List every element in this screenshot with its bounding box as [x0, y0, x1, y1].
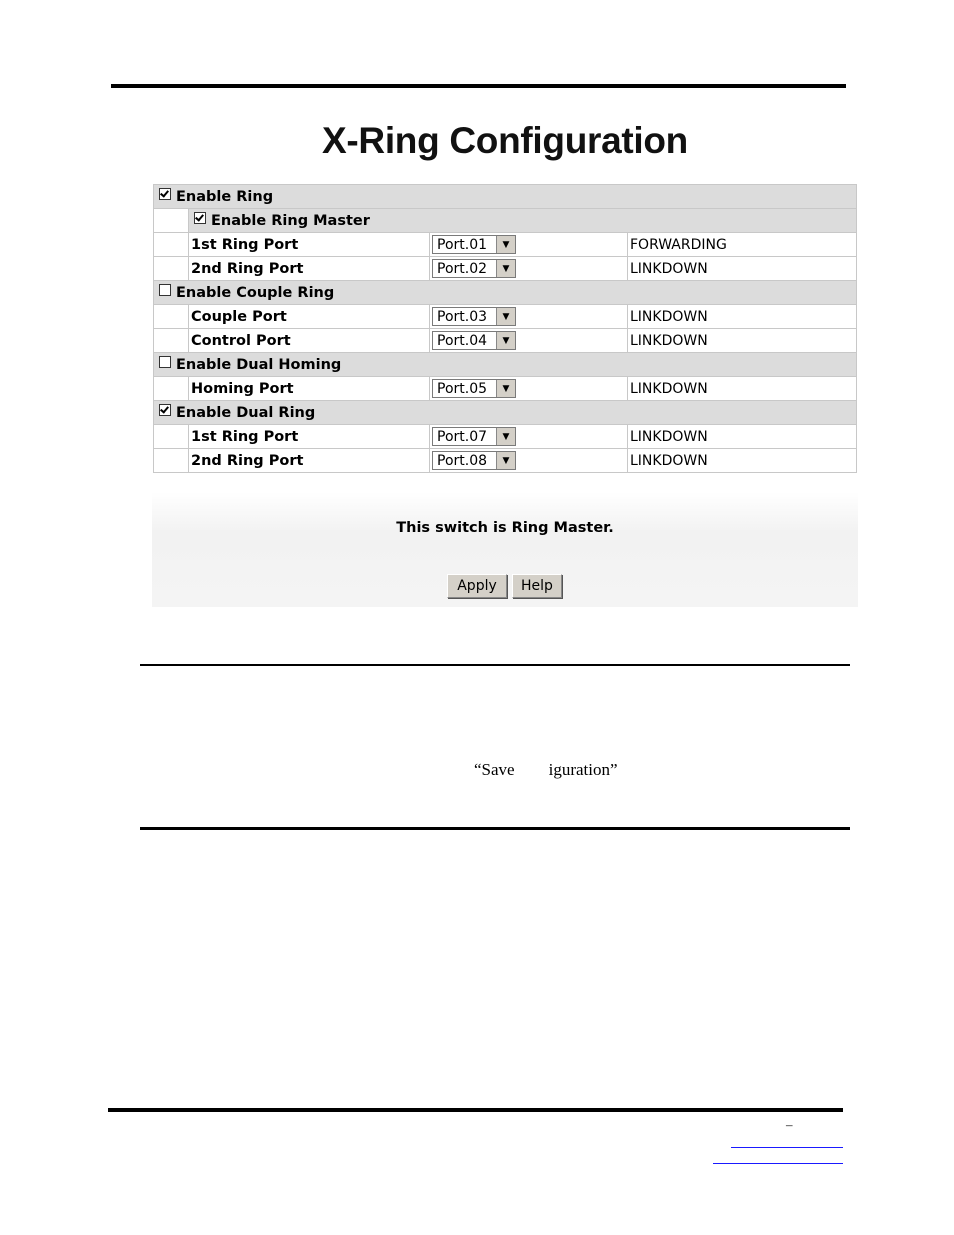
port-select[interactable] — [432, 427, 516, 446]
port-status: LINKDOWN — [628, 425, 857, 449]
port-select-value: Port.07 — [437, 428, 488, 445]
section-enable-dual-homing — [154, 353, 857, 377]
port-status: LINKDOWN — [628, 329, 857, 353]
port-status: LINKDOWN — [628, 257, 857, 281]
port-select[interactable] — [432, 259, 516, 278]
section-label: Enable Ring — [176, 188, 274, 205]
port-select[interactable] — [432, 379, 516, 398]
table-row — [154, 329, 857, 353]
table-row — [154, 449, 857, 473]
ring-master-message: This switch is Ring Master. — [396, 520, 614, 536]
section-label: Enable Dual Ring — [176, 404, 316, 421]
enable-ring-checkbox[interactable] — [159, 188, 171, 200]
footer-dash: – — [786, 1117, 793, 1132]
note-bottom-rule — [140, 827, 850, 830]
dropdown-arrow-icon: ▼ — [496, 380, 515, 397]
enable-dual-ring-checkbox[interactable] — [159, 404, 171, 416]
port-select-value: Port.05 — [437, 380, 488, 397]
port-select[interactable] — [432, 451, 516, 470]
enable-ring-master-checkbox[interactable] — [194, 212, 206, 224]
section-enable-couple-ring — [154, 281, 857, 305]
table-row — [154, 233, 857, 257]
section-label: Enable Dual Homing — [176, 356, 342, 373]
footer-link-underline[interactable] — [731, 1147, 843, 1148]
table-row — [154, 257, 857, 281]
enable-dual-homing-checkbox[interactable] — [159, 356, 171, 368]
section-label: Enable Ring Master — [211, 212, 370, 229]
enable-couple-ring-checkbox[interactable] — [159, 284, 171, 296]
table-row — [154, 305, 857, 329]
port-select[interactable] — [432, 331, 516, 350]
x-ring-config-panel — [152, 112, 858, 607]
port-status: FORWARDING — [628, 233, 857, 257]
port-select-value: Port.04 — [437, 332, 488, 349]
section-enable-ring-master — [154, 209, 857, 233]
section-enable-ring — [154, 185, 857, 209]
note-top-rule — [140, 664, 850, 666]
row-label: 1st Ring Port — [189, 233, 430, 257]
row-label: 2nd Ring Port — [189, 449, 430, 473]
row-label: 2nd Ring Port — [189, 257, 430, 281]
row-label: Homing Port — [189, 377, 430, 401]
apply-button[interactable]: Apply — [447, 574, 507, 598]
help-button[interactable]: Help — [512, 574, 562, 598]
port-status: LINKDOWN — [628, 305, 857, 329]
row-label: Control Port — [189, 329, 430, 353]
dropdown-arrow-icon: ▼ — [496, 308, 515, 325]
save-configuration-note: “Save iguration” — [474, 760, 618, 779]
row-label: Couple Port — [189, 305, 430, 329]
port-select-value: Port.08 — [437, 452, 488, 469]
port-status: LINKDOWN — [628, 377, 857, 401]
config-table — [153, 184, 857, 473]
top-rule — [111, 84, 846, 88]
port-select[interactable] — [432, 235, 516, 254]
port-select-value: Port.02 — [437, 260, 488, 277]
dropdown-arrow-icon: ▼ — [496, 236, 515, 253]
port-select[interactable] — [432, 307, 516, 326]
port-status: LINKDOWN — [628, 449, 857, 473]
port-select-value: Port.01 — [437, 236, 488, 253]
footer-rule — [108, 1108, 843, 1112]
page-title: X-Ring Configuration — [322, 120, 688, 161]
dropdown-arrow-icon: ▼ — [496, 452, 515, 469]
dropdown-arrow-icon: ▼ — [496, 428, 515, 445]
table-row — [154, 377, 857, 401]
dropdown-arrow-icon: ▼ — [496, 260, 515, 277]
port-select-value: Port.03 — [437, 308, 488, 325]
table-row — [154, 425, 857, 449]
row-label: 1st Ring Port — [189, 425, 430, 449]
dropdown-arrow-icon: ▼ — [496, 332, 515, 349]
section-enable-dual-ring — [154, 401, 857, 425]
section-label: Enable Couple Ring — [176, 284, 335, 301]
footer-link-underline[interactable] — [713, 1163, 843, 1164]
